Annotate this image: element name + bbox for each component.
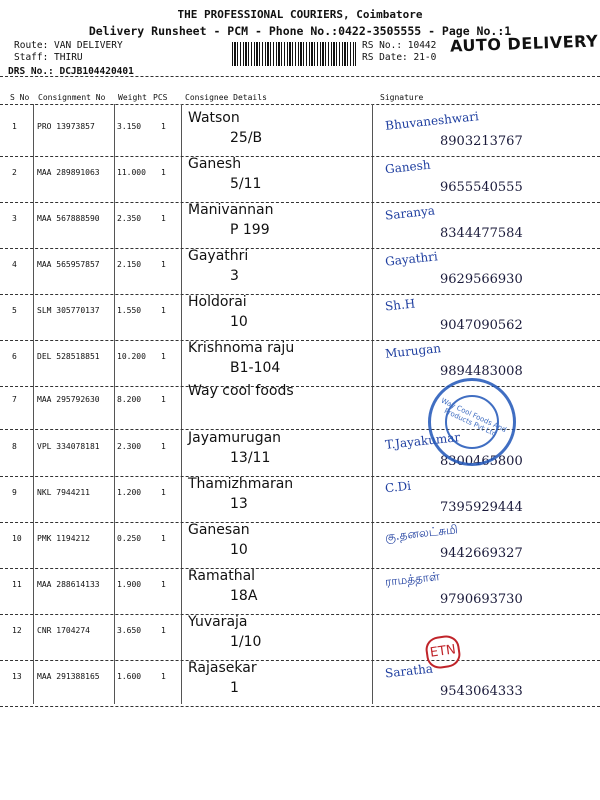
row-consignee-address: 1 bbox=[230, 680, 239, 696]
row-divider bbox=[0, 294, 600, 295]
row-consignee-name: Yuvaraja bbox=[188, 614, 248, 630]
row-weight: 3.650 bbox=[117, 626, 142, 635]
row-consignment-no: MAA 295792630 bbox=[37, 395, 100, 404]
row-consignee-name: Manivannan bbox=[188, 202, 274, 218]
row-signature-phone: 9543064333 bbox=[440, 684, 523, 699]
col-weight: Weight bbox=[118, 93, 147, 102]
row-divider bbox=[0, 248, 600, 249]
row-pcs: 1 bbox=[161, 488, 166, 497]
col-signature: Signature bbox=[380, 93, 424, 102]
row-weight: 1.550 bbox=[117, 306, 142, 315]
drs-number: DRS No.: DCJB104420401 bbox=[8, 66, 134, 77]
row-consignment-no: VPL 334078181 bbox=[37, 442, 100, 451]
row-consignee-address: 25/B bbox=[230, 130, 263, 146]
row-consignment-no: MAA 289891063 bbox=[37, 168, 100, 177]
row-sno: 2 bbox=[12, 168, 17, 177]
row-signature-phone: 9655540555 bbox=[440, 180, 523, 195]
row-consignee-name: Ramathal bbox=[188, 568, 256, 584]
row-weight: 1.200 bbox=[117, 488, 142, 497]
row-signature-phone: 8300465800 bbox=[440, 454, 523, 469]
row-signature: ராமத்தாள் bbox=[384, 569, 441, 589]
row-divider bbox=[0, 386, 600, 387]
row-signature: Murugan bbox=[384, 341, 442, 361]
row-consignee-address: 13/11 bbox=[230, 450, 271, 466]
rs-date: RS Date: 21-0 bbox=[362, 52, 437, 63]
row-consignee-address: 10 bbox=[230, 314, 248, 330]
row-weight: 8.200 bbox=[117, 395, 142, 404]
row-pcs: 1 bbox=[161, 672, 166, 681]
row-sno: 9 bbox=[12, 488, 17, 497]
row-consignment-no: MAA 567888590 bbox=[37, 214, 100, 223]
row-consignee-name: Jayamurugan bbox=[188, 430, 282, 446]
row-consignee-name: Watson bbox=[188, 110, 240, 126]
row-pcs: 1 bbox=[161, 352, 166, 361]
row-weight: 11.000 bbox=[117, 168, 146, 177]
route-label: Route: VAN DELIVERY bbox=[14, 40, 123, 51]
row-weight: 2.300 bbox=[117, 442, 142, 451]
row-consignment-no: MAA 565957857 bbox=[37, 260, 100, 269]
row-pcs: 1 bbox=[161, 395, 166, 404]
row-pcs: 1 bbox=[161, 534, 166, 543]
red-stamp: ETN bbox=[424, 634, 462, 670]
row-pcs: 1 bbox=[161, 626, 166, 635]
row-signature-phone: 9790693730 bbox=[440, 592, 523, 607]
row-sno: 5 bbox=[12, 306, 17, 315]
row-signature-phone: 8903213767 bbox=[440, 134, 523, 149]
row-pcs: 1 bbox=[161, 580, 166, 589]
row-sno: 4 bbox=[12, 260, 17, 269]
row-divider bbox=[0, 660, 600, 661]
row-pcs: 1 bbox=[161, 260, 166, 269]
row-weight: 10.200 bbox=[117, 352, 146, 361]
row-consignment-no: PMK 1194212 bbox=[37, 534, 90, 543]
row-signature-phone: 9047090562 bbox=[440, 318, 523, 333]
row-weight: 3.150 bbox=[117, 122, 142, 131]
row-divider bbox=[0, 522, 600, 523]
row-consignee-name: Ganesan bbox=[188, 522, 250, 538]
runsheet-subtitle: Delivery Runsheet - PCM - Phone No.:0422-3505555 - Page No.:1 bbox=[88, 24, 512, 38]
row-signature: T.Jayakumar bbox=[384, 430, 461, 452]
row-consignee-name: Rajasekar bbox=[188, 660, 257, 676]
row-consignee-address: 1/10 bbox=[230, 634, 262, 650]
row-signature: Saranya bbox=[384, 203, 436, 223]
row-sno: 6 bbox=[12, 352, 17, 361]
col-sno: S No bbox=[10, 93, 30, 102]
row-pcs: 1 bbox=[161, 442, 166, 451]
row-consignment-no: MAA 291388165 bbox=[37, 672, 100, 681]
row-divider bbox=[0, 202, 600, 203]
row-weight: 2.350 bbox=[117, 214, 142, 223]
col-consignment: Consignment No bbox=[38, 93, 106, 102]
col-consignee: Consignee Details bbox=[185, 93, 267, 102]
company-seal: Way Cool Foods And Products Pvt Ltd bbox=[428, 378, 516, 466]
row-consignment-no: SLM 305770137 bbox=[37, 306, 100, 315]
rs-number: RS No.: 10442 bbox=[362, 40, 437, 51]
row-consignee-address: 10 bbox=[230, 542, 248, 558]
row-weight: 2.150 bbox=[117, 260, 142, 269]
row-signature: Saratha bbox=[384, 661, 434, 681]
row-divider bbox=[0, 476, 600, 477]
row-consignee-address: 13 bbox=[230, 496, 248, 512]
row-consignee-name: Thamizhmaran bbox=[188, 476, 294, 492]
row-consignee-name: Way cool foods bbox=[188, 383, 294, 399]
row-divider bbox=[0, 614, 600, 615]
row-divider bbox=[0, 156, 600, 157]
row-consignment-no: DEL 528518851 bbox=[37, 352, 100, 361]
row-signature-phone: 8344477584 bbox=[440, 226, 523, 241]
row-consignee-name: Gayathri bbox=[188, 248, 249, 264]
row-sno: 1 bbox=[12, 122, 17, 131]
row-divider bbox=[0, 340, 600, 341]
row-signature-phone: 9442669327 bbox=[440, 546, 523, 561]
row-sno: 12 bbox=[12, 626, 22, 635]
row-signature: கு.தனலட்சுமி bbox=[384, 522, 459, 544]
header-divider bbox=[0, 76, 600, 77]
auto-delivery-stamp: AUTO DELIVERY bbox=[449, 31, 599, 56]
row-consignee-address: 18A bbox=[230, 588, 258, 604]
row-signature-phone: 9629566930 bbox=[440, 272, 523, 287]
row-pcs: 1 bbox=[161, 168, 166, 177]
row-consignment-no: MAA 288614133 bbox=[37, 580, 100, 589]
row-pcs: 1 bbox=[161, 122, 166, 131]
row-sno: 7 bbox=[12, 395, 17, 404]
row-sno: 10 bbox=[12, 534, 22, 543]
row-consignee-name: Ganesh bbox=[188, 156, 242, 172]
row-consignee-address: P 199 bbox=[230, 222, 270, 238]
row-consignee-address: 3 bbox=[230, 268, 239, 284]
row-consignee-address: 5/11 bbox=[230, 176, 262, 192]
row-signature-phone: 7395929444 bbox=[440, 500, 523, 515]
barcode-image bbox=[232, 42, 356, 66]
company-title: THE PROFESSIONAL COURIERS, Coimbatore bbox=[177, 8, 423, 21]
row-weight: 1.900 bbox=[117, 580, 142, 589]
row-consignment-no: PRO 13973857 bbox=[37, 122, 95, 131]
row-pcs: 1 bbox=[161, 214, 166, 223]
row-pcs: 1 bbox=[161, 306, 166, 315]
row-sno: 11 bbox=[12, 580, 22, 589]
row-sno: 3 bbox=[12, 214, 17, 223]
row-signature: Gayathri bbox=[384, 249, 439, 269]
row-sno: 8 bbox=[12, 442, 17, 451]
row-sno: 13 bbox=[12, 672, 22, 681]
row-signature-phone: 9894483008 bbox=[440, 364, 523, 379]
row-divider bbox=[0, 568, 600, 569]
row-consignment-no: CNR 1704274 bbox=[37, 626, 90, 635]
row-weight: 1.600 bbox=[117, 672, 142, 681]
row-consignee-name: Holdorai bbox=[188, 294, 247, 310]
staff-label: Staff: THIRU bbox=[14, 52, 83, 63]
column-header-divider bbox=[0, 104, 600, 105]
row-signature: Bhuvaneshwari bbox=[384, 109, 480, 133]
row-consignee-address: B1-104 bbox=[230, 360, 281, 376]
row-weight: 0.250 bbox=[117, 534, 142, 543]
row-divider bbox=[0, 706, 600, 707]
row-signature: C.Di bbox=[384, 478, 412, 496]
row-signature: Sh.H bbox=[384, 296, 416, 314]
col-pcs: PCS bbox=[153, 93, 168, 102]
row-consignee-name: Krishnoma raju bbox=[188, 340, 295, 356]
row-consignment-no: NKL 7944211 bbox=[37, 488, 90, 497]
row-signature: Ganesh bbox=[384, 157, 432, 177]
